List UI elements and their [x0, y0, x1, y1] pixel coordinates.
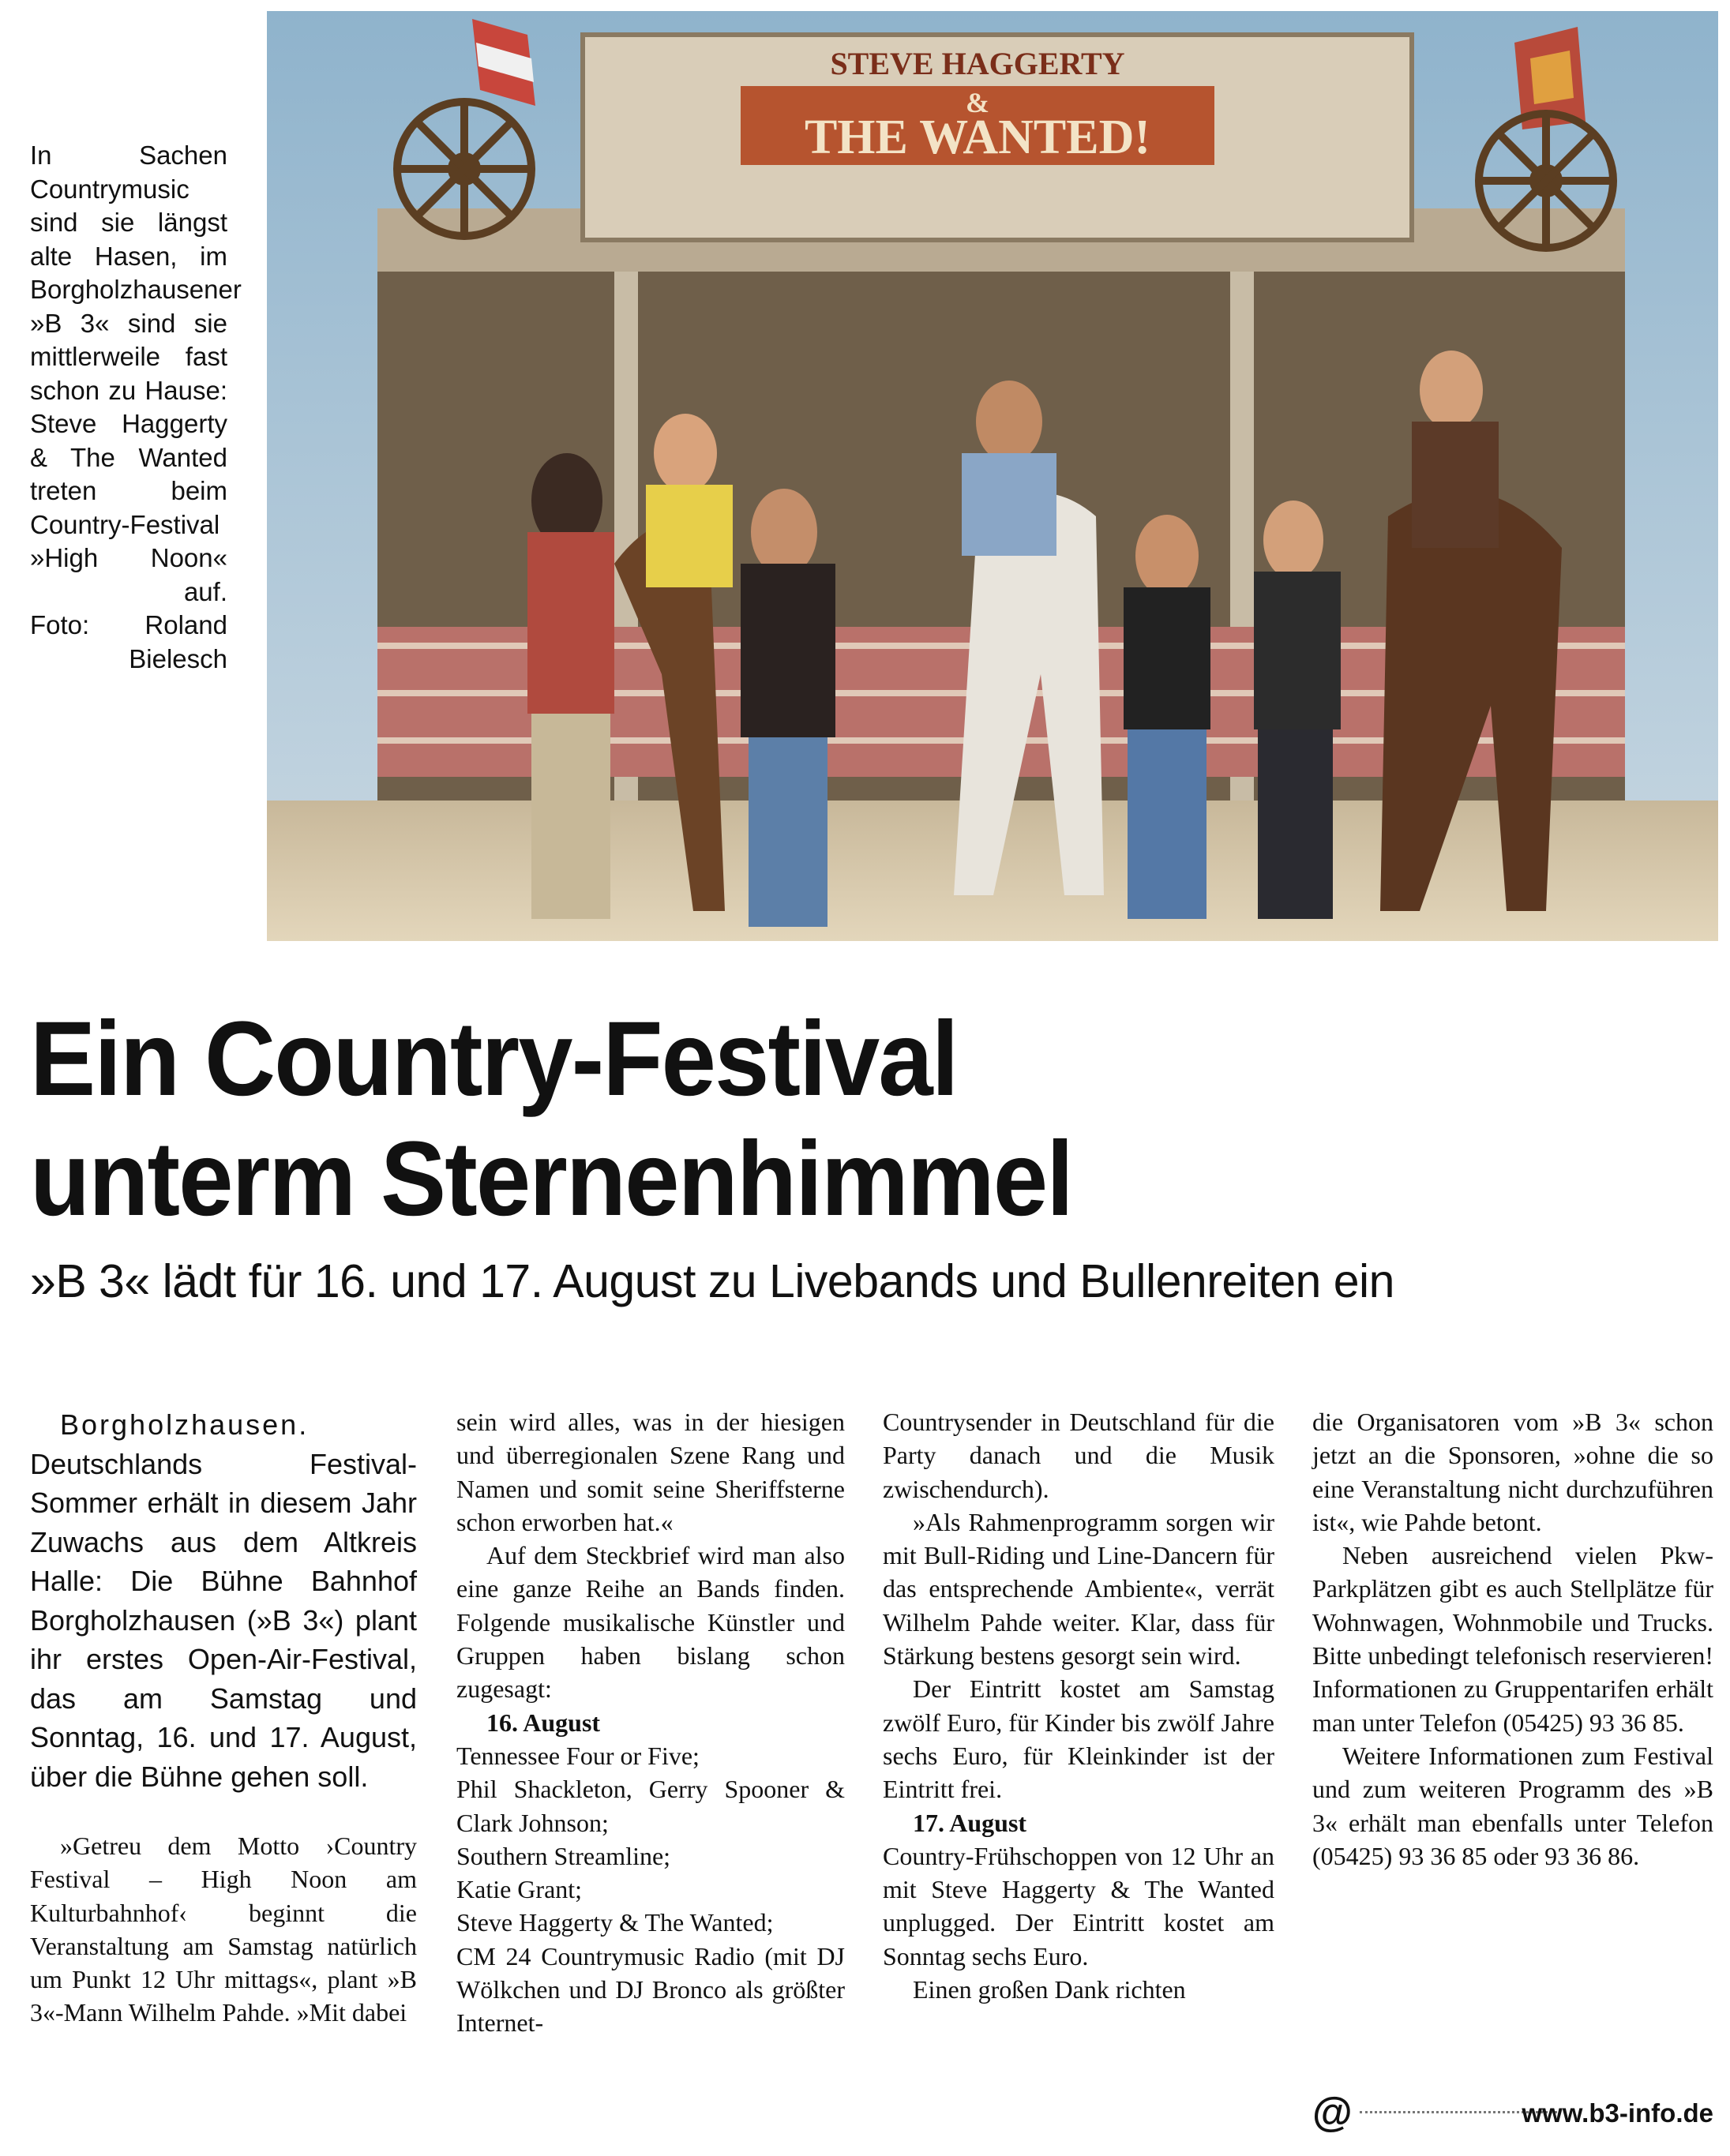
paragraph: »Getreu dem Motto ›Country Festival – High Noon am Kulturbahnhof‹ beginnt die Veranstaltung am Samstag natürlich um Punkt 12 Uhr mittags«, plant »B 3«-Mann Wilhelm Pahde. »Mit dabei [30, 1832, 417, 2027]
article-column-3 [883, 1405, 1274, 2006]
list-item: CM 24 Countrymusic Radio (mit DJ Wölkchen und DJ Bronco als größter Internet- [456, 1941, 845, 2038]
headline-line-2: unterm Sternenhimmel [30, 1120, 1073, 1238]
article-column-1 [30, 1405, 417, 2030]
dateline: Borgholzhausen. [60, 1408, 310, 1441]
website-url[interactable]: www.b3-info.de [1522, 2098, 1713, 2128]
wagon-wheel-icon [1479, 114, 1613, 248]
paragraph: Einen großen Dank richten [913, 1975, 1186, 2004]
website-footer [1312, 2090, 1713, 2135]
list-item: Steve Haggerty & The Wanted; [456, 1908, 774, 1937]
photo-caption [30, 139, 242, 676]
caption-credit: Foto: Roland Bielesch [30, 610, 227, 673]
list-item: Katie Grant; [456, 1875, 583, 1904]
headline-line-1: Ein Country-Festival [30, 1000, 958, 1118]
sign-amp: & [966, 87, 989, 118]
list-item: Tennessee Four or Five; [456, 1741, 700, 1770]
paragraph: sein wird alles, was in der hiesigen und überregionalen Szene Rang und Namen und somit seine Sheriffsterne schon erworben hat.« [456, 1408, 845, 1536]
caption-text: In Sachen Countrymusic sind sie längst alte Hasen, im Borgholzhausener »B 3« sind sie mittlerweile fast schon zu Hause: Steve Haggerty & The Wanted treten beim Country-Festival »High Noon« auf. [30, 141, 242, 606]
list-item: Phil Shackleton, Gerry Spooner & Clark Johnson; [456, 1775, 845, 1837]
paragraph: Country-Frühschoppen von 12 Uhr an mit Steve Haggerty & The Wanted unplugged. Der Eintritt kostet am Sonntag sechs Euro. [883, 1841, 1274, 1970]
band-photo [267, 11, 1718, 941]
sign-main-text: THE WANTED! [804, 111, 1151, 164]
paragraph: Countrysender in Deutschland für die Party danach und die Musik zwischendurch). [883, 1408, 1274, 1503]
date-heading: 16. August [486, 1708, 601, 1737]
headline [30, 999, 1594, 1239]
date-heading: 17. August [913, 1808, 1027, 1837]
paragraph: Auf dem Steckbrief wird man also eine ganze Reihe an Bands finden. Folgende musikalische Künstler und Gruppen haben bislang schon zugesagt: [456, 1541, 845, 1704]
paragraph: Weitere Informationen zum Festival und zum weiteren Programm des »B 3« erhält man ebenfalls unter Telefon (05425) 93 36 85 oder 93 36 86. [1312, 1741, 1713, 1870]
paragraph: die Organisatoren vom »B 3« schon jetzt an die Sponsoren, »ohne die so eine Veranstaltung nicht durchzuführen ist«, wie Pahde betont. [1312, 1408, 1713, 1536]
article-column-2 [456, 1405, 845, 2040]
article-column-4 [1312, 1405, 1713, 1873]
paragraph: Deutschlands Festival-Sommer erhält in diesem Jahr Zuwachs aus dem Altkreis Halle: Die Bühne Bahnhof Borgholzhausen (»B 3«) plant ihr erstes Open-Air-Festival, das am Samstag und Sonntag, 16. und 17. August, über die Bühne gehen soll. [30, 1447, 417, 1793]
subheadline: »B 3« lädt für 16. und 17. August zu Livebands und Bullenreiten ein [30, 1255, 1394, 1307]
at-icon: @ [1312, 2090, 1353, 2135]
paragraph: Der Eintritt kostet am Samstag zwölf Euro, für Kinder bis zwölf Jahre sechs Euro, für Kleinkinder ist der Eintritt frei. [883, 1674, 1274, 1804]
list-item: Southern Streamline; [456, 1841, 671, 1870]
sign-arc-text: STEVE HAGGERTY [830, 46, 1125, 81]
wagon-wheel-icon [397, 102, 531, 236]
paragraph: »Als Rahmenprogramm sorgen wir mit Bull-Riding und Line-Dancern für das entsprechende Ambiente«, verrät Wilhelm Pahde weiter. Klar, dass für Stärkung bestens gesorgt sein wird. [883, 1507, 1274, 1670]
paragraph: Neben ausreichend vielen Pkw-Parkplätzen gibt es auch Stellplätze für Wohnwagen, Wohnmobile und Trucks. Bitte unbedingt telefonisch reservieren! Informationen zu Gruppentarifen erhält man unter Telefon (05425) 93 36 85. [1312, 1541, 1713, 1737]
